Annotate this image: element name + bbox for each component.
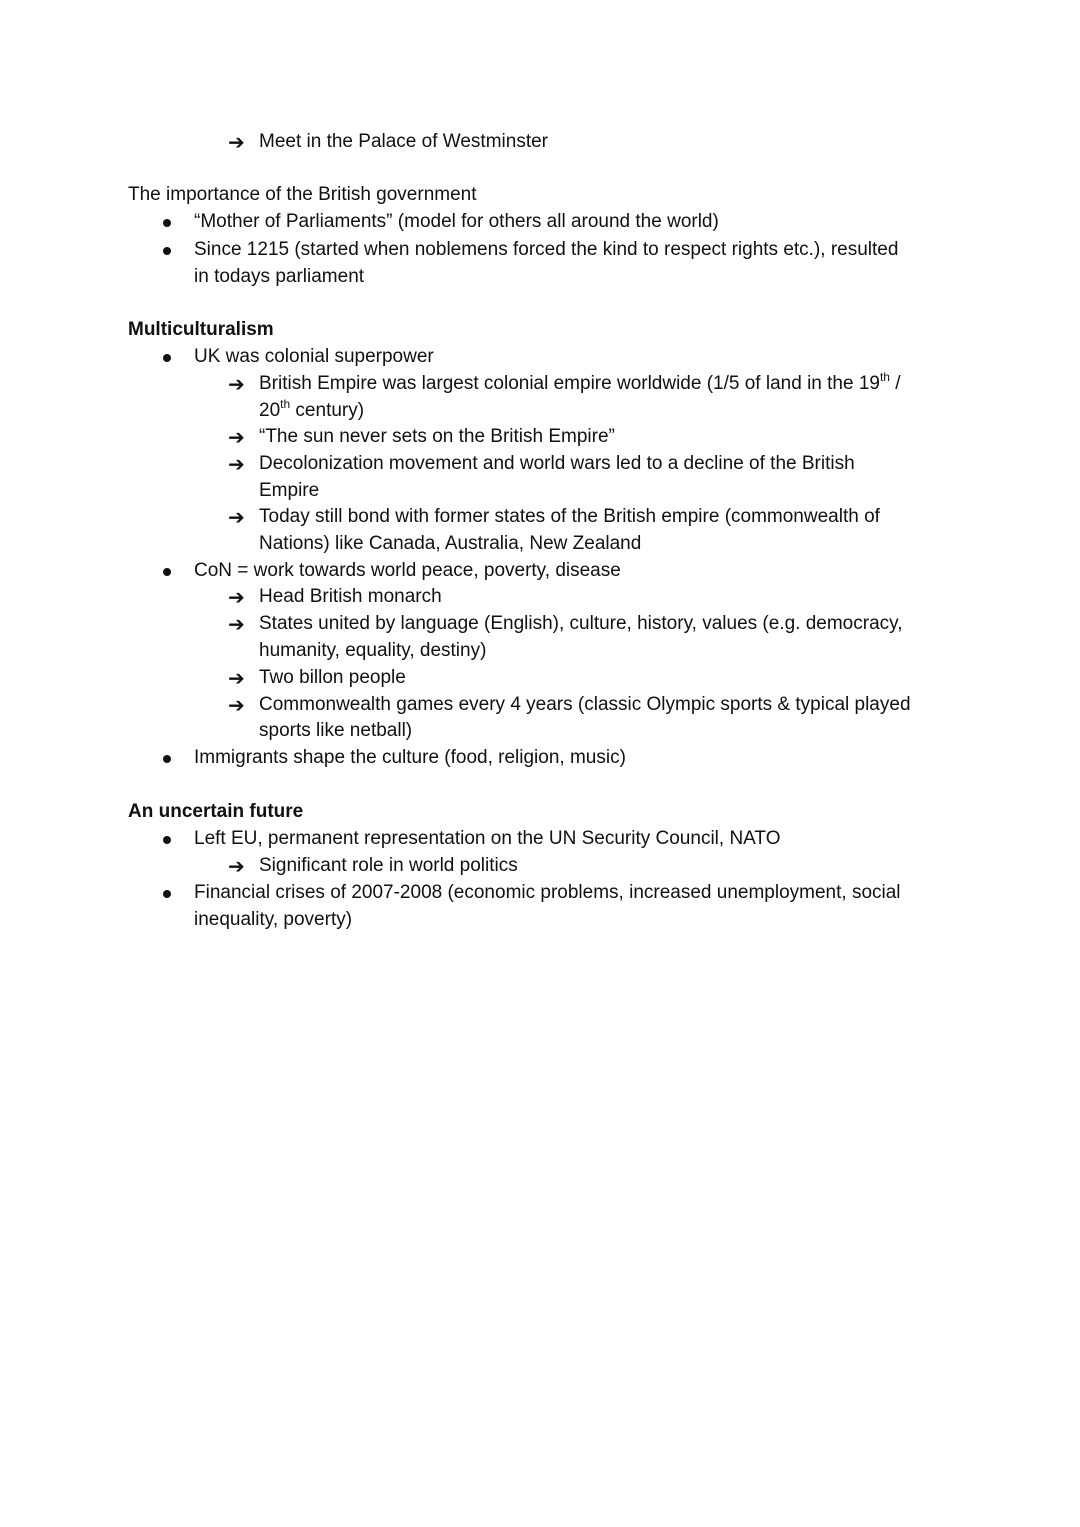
arrow-icon: ➔ bbox=[228, 507, 245, 529]
sub-list-item-continuation: sports like netball) bbox=[259, 720, 413, 741]
list-item: “Mother of Parliaments” (model for others all around the world) bbox=[194, 211, 719, 232]
sub-list-item: Significant role in world politics bbox=[259, 855, 518, 876]
sub-list-item: Two billon people bbox=[259, 667, 406, 688]
list-item: Meet in the Palace of Westminster bbox=[259, 131, 548, 152]
sub-list-item: Head British monarch bbox=[259, 586, 442, 607]
sub-list-item: Commonwealth games every 4 years (classic Olympic sports & typical played bbox=[259, 694, 911, 715]
arrow-icon: ➔ bbox=[228, 454, 245, 476]
arrow-icon: ➔ bbox=[228, 695, 245, 717]
bullet-icon bbox=[163, 219, 171, 227]
section-heading: The importance of the British government bbox=[128, 184, 477, 205]
superscript: th bbox=[879, 369, 890, 384]
list-item: Left EU, permanent representation on the UN Security Council, NATO bbox=[194, 828, 781, 849]
superscript: th bbox=[280, 396, 291, 411]
text-segment: / bbox=[889, 373, 901, 394]
sub-list-item: “The sun never sets on the British Empire” bbox=[259, 426, 615, 447]
text-segment: century) bbox=[290, 400, 365, 421]
arrow-icon: ➔ bbox=[228, 856, 245, 878]
arrow-icon: ➔ bbox=[228, 427, 245, 449]
text-segment: British Empire was largest colonial empire worldwide (1/5 of land in the 19 bbox=[259, 373, 880, 394]
list-item: UK was colonial superpower bbox=[194, 346, 434, 367]
sub-list-item-continuation bbox=[259, 398, 364, 425]
bullet-icon bbox=[163, 836, 171, 844]
sub-list-item-continuation: Nations) like Canada, Australia, New Zealand bbox=[259, 533, 642, 554]
list-item-continuation: in todays parliament bbox=[194, 266, 365, 287]
sub-list-item: Today still bond with former states of the British empire (commonwealth of bbox=[259, 506, 880, 527]
section-heading: An uncertain future bbox=[128, 801, 304, 822]
sub-list-item-continuation: Empire bbox=[259, 480, 320, 501]
arrow-icon: ➔ bbox=[228, 587, 245, 609]
sub-list-item bbox=[259, 371, 901, 398]
list-item-continuation: inequality, poverty) bbox=[194, 909, 353, 930]
section-heading: Multiculturalism bbox=[128, 319, 274, 340]
bullet-icon bbox=[163, 890, 171, 898]
arrow-icon: ➔ bbox=[228, 374, 245, 396]
text-segment: 20 bbox=[259, 400, 281, 421]
arrow-icon: ➔ bbox=[228, 668, 245, 690]
list-item: Financial crises of 2007-2008 (economic problems, increased unemployment, social bbox=[194, 882, 901, 903]
list-item: Since 1215 (started when noblemens forced the kind to respect rights etc.), resulted bbox=[194, 239, 899, 260]
bullet-icon bbox=[163, 354, 171, 362]
arrow-icon: ➔ bbox=[228, 132, 245, 154]
sub-list-item-continuation: humanity, equality, destiny) bbox=[259, 640, 487, 661]
sub-list-item: States united by language (English), culture, history, values (e.g. democracy, bbox=[259, 613, 903, 634]
sub-list-item: Decolonization movement and world wars led to a decline of the British bbox=[259, 453, 855, 474]
list-item: CoN = work towards world peace, poverty, disease bbox=[194, 560, 621, 581]
arrow-icon: ➔ bbox=[228, 614, 245, 636]
bullet-icon bbox=[163, 755, 171, 763]
bullet-icon bbox=[163, 568, 171, 576]
list-item: Immigrants shape the culture (food, religion, music) bbox=[194, 747, 626, 768]
bullet-icon bbox=[163, 247, 171, 255]
